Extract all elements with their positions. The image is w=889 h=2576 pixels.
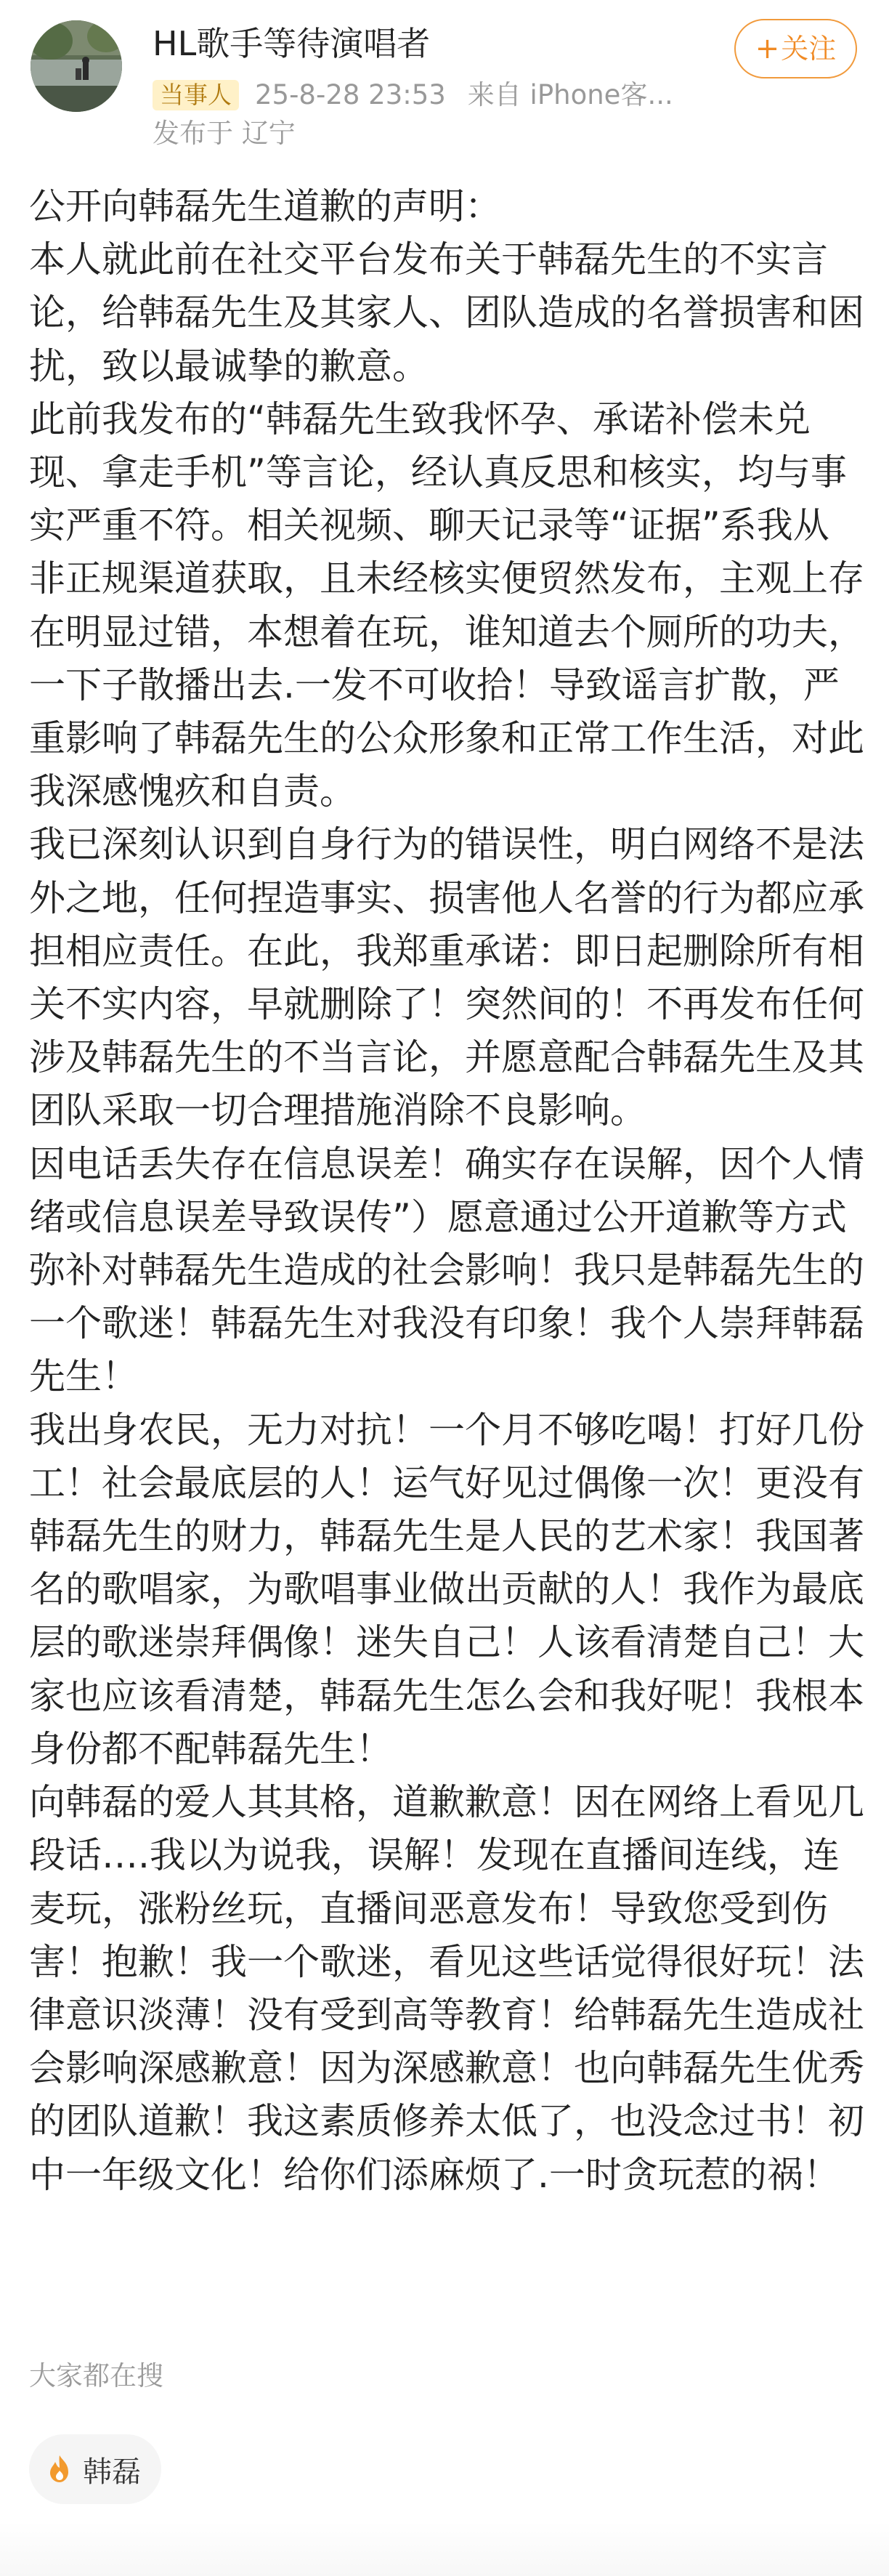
follow-button[interactable]	[734, 19, 857, 78]
post-paragraph: 我出身农民，无力对抗！一个月不够吃喝！打好几份工！社会最底层的人！运气好见过偶像一次！更没有韩磊先生的财力，韩磊先生是人民的艺术家！我国著名的歌唱家，为歌唱事业做出贡献的人！我作为最底层的歌迷崇拜偶像！迷失自己！人该看清楚自己！大家也应该看清楚，韩磊先生怎么会和我好呢！我根本身份都不配韩磊先生！	[29, 1408, 864, 1770]
post-meta	[153, 77, 673, 113]
post-paragraph: 公开向韩磊先生道歉的声明：	[29, 185, 501, 227]
hot-search-tag[interactable]	[29, 2434, 161, 2504]
post-content	[29, 180, 864, 2202]
post-paragraph: 此前我发布的“韩磊先生致我怀孕、承诺补偿未兑现、拿走手机”等言论，经认真反思和核实，均与事实严重不符。相关视频、聊天记录等“证据”系我从非正规渠道获取，且未经核实便贸然发布，主观上存在明显过错，本想着在玩，谁知道去个厕所的功夫，一下子散播出去.一发不可收拾！导致谣言扩散，严重影响了韩磊先生的公众形象和正常工作生活，对此我深感愧疚和自责。	[29, 397, 864, 813]
post-paragraph: 向韩磊的爱人其其格，道歉歉意！因在网络上看见几段话….我以为说我，误解！发现在直播间连线，连麦玩，涨粉丝玩，直播间恶意发布！导致您受到伤害！抱歉！我一个歌迷，看见这些话觉得很好玩！法律意识淡薄！没有受到高等教育！给韩磊先生造成社会影响深感歉意！因为深感歉意！也向韩磊先生优秀的团队道歉！我这素质修养太低了，也没念过书！初中一年级文化！给你们添麻烦了.一时贪玩惹的祸！	[29, 1781, 864, 2196]
post-source: 来自 iPhone客...	[467, 79, 673, 110]
bottom-fade	[0, 2522, 889, 2576]
follow-button-label: 关注	[781, 33, 837, 65]
author-avatar[interactable]	[31, 20, 122, 112]
post-header	[0, 0, 889, 149]
avatar-photo-icon	[31, 20, 122, 112]
plus-icon: +	[755, 32, 780, 65]
post-paragraph: 因电话丢失存在信息误差！确实存在误解，因个人情绪或信息误差导致误传”）愿意通过公开道歉等方式弥补对韩磊先生造成的社会影响！我只是韩磊先生的一个歌迷！韩磊先生对我没有印象！我个人崇拜韩磊先生！	[29, 1142, 864, 1398]
author-name[interactable]: HL歌手等待演唱者	[153, 24, 431, 63]
post-time: 25-8-28 23:53	[255, 79, 446, 110]
post-paragraph: 我已深刻认识到自身行为的错误性，明白网络不是法外之地，任何捏造事实、损害他人名誉的行为都应承担相应责任。在此，我郑重承诺：即日起删除所有相关不实内容，早就删除了！突然间的！不再发布任何涉及韩磊先生的不当言论，并愿意配合韩磊先生及其团队采取一切合理措施消除不良影响。	[29, 823, 864, 1132]
hot-tag-label: 韩磊	[83, 2455, 141, 2489]
party-badge: 当事人	[153, 80, 239, 110]
everyone-searching-label: 大家都在搜	[29, 2360, 163, 2391]
hot-flame-icon	[44, 2453, 76, 2485]
post-location: 发布于 辽宁	[153, 118, 296, 149]
post-paragraph: 本人就此前在社交平台发布关于韩磊先生的不实言论，给韩磊先生及其家人、团队造成的名誉损害和困扰，致以最诚挚的歉意。	[29, 238, 864, 387]
